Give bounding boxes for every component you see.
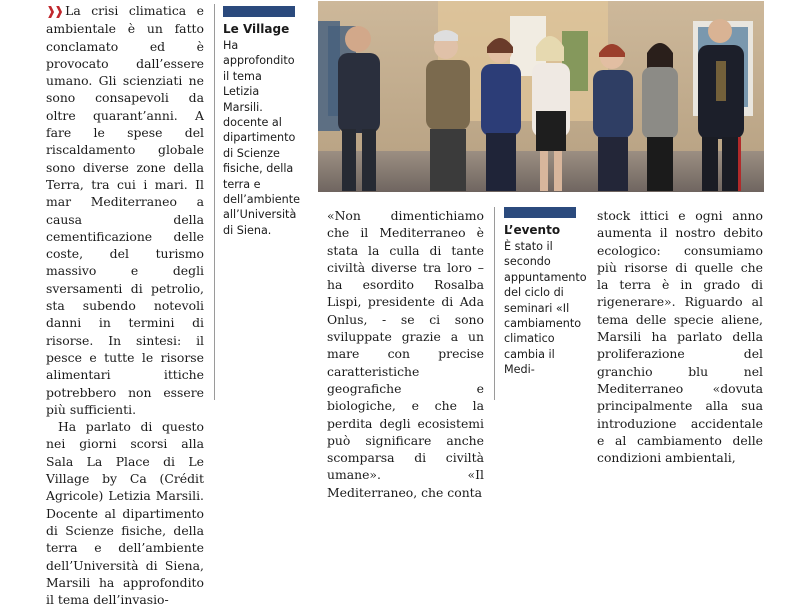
quote-marker-icon: ❱❱ — [46, 4, 63, 18]
sidebar-text: È stato il secondo appuntamento del ciclo di seminari «Il cambiamento climatico cambia il Medi- — [504, 240, 587, 377]
article-column-3 — [327, 207, 484, 500]
article-paragraph-1: La crisi climatica e ambientale è un fatto conclamato ed è provocato dall’essere umano. Gli scienziati ne sono consapevoli da oltre quarant’anni. A fare le spese del riscaldamento globale sono diverse zone della Terra, tra cui i mari. Il mar Mediterraneo a causa della cementificazione delle coste, del turismo massivo e degli sversamenti di petrolio, sta subendo notevoli danni in termini di risorse. In sintesi: il pesce e tutte le risorse alimentari ittiche potrebbero non essere più sufficienti. — [46, 3, 204, 417]
sidebar-title: Le Village — [223, 22, 290, 36]
sidebar-le-village — [223, 6, 300, 306]
sidebar-header-bar — [223, 6, 295, 17]
column-divider — [494, 207, 495, 400]
article-paragraph-2: Ha parlato di questo nei giorni scorsi alla Sala La Place di Le Village by Ca (Crédit Agricole) Letizia Marsili. Docente al dipartimento di Scienze fisiche, della terra e dell’ambiente dell’Università di Siena, Marsili ha approfondito il tema dell’invasio- — [46, 419, 204, 608]
sidebar-evento — [504, 207, 587, 400]
column-divider — [214, 4, 215, 400]
article-paragraph-4: stock ittici e ogni anno aumenta il nostro debito ecologico: consumiamo più risorse di quelle che la terra è in grado di rigenerare». Riguardo al tema delle specie aliene, Marsili ha parlato della proliferazione del granchio blu nel Mediterraneo «dovuta principalmente alla sua introduzione accidentale e al cambiamento delle condizioni ambientali, — [597, 208, 763, 466]
article-column-1 — [46, 2, 204, 608]
sidebar-title: L’evento — [504, 223, 561, 237]
article-paragraph-3: «Non dimentichiamo che il Mediterraneo è stata la culla di tante civiltà diverse tra loro – ha esordito Rosalba Lispi, presidente di Ada Onlus, - se ci sono sviluppate grazie a un mare con precise caratteristiche geografiche e biologiche, e che la perdita degli ecosistemi può significare anche scomparsa di civiltà umane». «Il Mediterraneo, che conta — [327, 208, 484, 500]
sidebar-text: Ha approfondito il tema Letizia Marsili. docente al dipartimento di Scienze fisiche, della terra e dell’ambiente all’Università di Siena. — [223, 39, 300, 237]
event-photo — [318, 1, 764, 192]
article-column-5 — [597, 207, 763, 466]
sidebar-header-bar — [504, 207, 576, 218]
